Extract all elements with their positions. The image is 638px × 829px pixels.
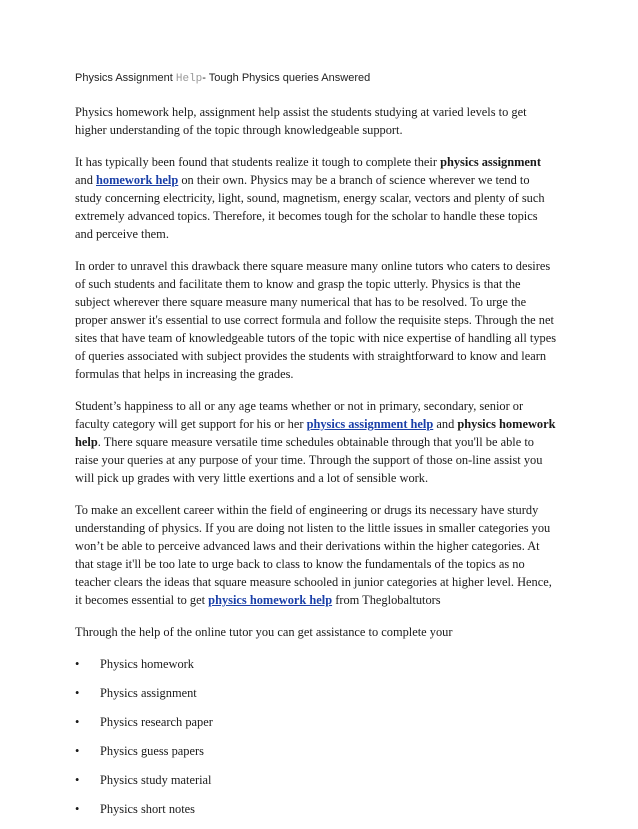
- paragraph-4: [75, 397, 575, 487]
- bullet-icon: •: [75, 802, 80, 816]
- services-bullet-list: [75, 655, 575, 829]
- title-part3: - Tough Physics queries Answered: [202, 72, 371, 84]
- bold-phrase: physics homework: [457, 417, 556, 431]
- text-run: It has typically been found that students realize it tough to complete their: [75, 155, 441, 169]
- list-item: [75, 713, 575, 742]
- list-item: [75, 684, 575, 713]
- paragraph-3: [75, 257, 575, 383]
- text-line: study concerning electricity, light, sound, magnetism, energy scalar, vectors and plenty of such: [75, 191, 545, 205]
- list-item-label: Physics guess papers: [100, 744, 204, 758]
- title-part1: Physics Assignment: [75, 72, 176, 84]
- physics-homework-help-link[interactable]: physics homework help: [208, 593, 333, 607]
- text-run: on their own. Physics may be a branch of science wherever we tend to: [178, 173, 530, 187]
- paragraph-1: [75, 103, 575, 139]
- text-run: . There square measure versatile time schedules obtainable through that you'll be able to: [97, 435, 534, 449]
- text-line: In order to unravel this drawback there square measure many online tutors who caters to desires: [75, 259, 551, 273]
- text-line: [75, 433, 575, 451]
- list-item-label: Physics short notes: [100, 802, 195, 816]
- text-run: from Theglobaltutors: [332, 593, 441, 607]
- document-title: [75, 72, 370, 85]
- bullet-icon: •: [75, 715, 80, 729]
- text-run: faculty category will get support for his or her: [75, 417, 307, 431]
- bold-phrase: help: [75, 435, 98, 449]
- bullet-icon: •: [75, 686, 80, 700]
- text-line: [75, 591, 575, 609]
- list-item: [75, 655, 575, 684]
- list-item: [75, 771, 575, 800]
- text-run: and: [433, 417, 458, 431]
- list-item-label: Physics research paper: [100, 715, 213, 729]
- bullet-icon: •: [75, 744, 80, 758]
- bullet-icon: •: [75, 657, 80, 671]
- text-line: formulas that helps in increasing the grades.: [75, 367, 294, 381]
- homework-help-link[interactable]: homework help: [96, 173, 179, 187]
- text-line: Student’s happiness to all or any age teams whether or not in primary, secondary, senior or: [75, 399, 524, 413]
- text-line: of queries associated with subject provides the students with straightforward to know and learn: [75, 349, 547, 363]
- list-item: [75, 742, 575, 771]
- paragraph-2: [75, 153, 575, 243]
- list-item-label: Physics assignment: [100, 686, 197, 700]
- text-line: Through the help of the online tutor you can get assistance to complete your: [75, 625, 453, 639]
- document-body: [75, 103, 575, 829]
- bullet-icon: •: [75, 773, 80, 787]
- paragraph-5: [75, 501, 575, 609]
- text-line: subject wherever there square measure many numerical that has to be resolved. To urge the: [75, 295, 527, 309]
- list-item-label: Physics homework: [100, 657, 194, 671]
- list-item: [75, 800, 575, 829]
- bold-phrase: physics assignment: [440, 155, 541, 169]
- text-line: of such students and facilitate them to know and grasp the topic utterly. Physics is that the: [75, 277, 521, 291]
- text-run: it becomes essential to get: [75, 593, 209, 607]
- text-line: that stage it'll be too late to urge back to class to know the fundamentals of the topics as no: [75, 557, 525, 571]
- text-line: [75, 171, 575, 189]
- text-line: higher understanding of the topic through knowledgeable support.: [75, 123, 403, 137]
- text-line: [75, 415, 575, 433]
- text-line: won’t be able to perceive advanced laws and their derivations within the higher categories. At: [75, 539, 540, 553]
- physics-assignment-help-link[interactable]: physics assignment help: [306, 417, 434, 431]
- text-line: extremely advanced topics. Therefore, it becomes tough for the scholar to handle these topics: [75, 209, 538, 223]
- text-line: will pick up grades with very little exertions and a lot of sensible work.: [75, 471, 429, 485]
- text-line: Physics homework help, assignment help assist the students studying at varied levels to get: [75, 105, 527, 119]
- text-line: [75, 153, 575, 171]
- text-line: proper answer it's essential to use correct formula and follow the requisite steps. Through the net: [75, 313, 554, 327]
- text-run: and: [75, 173, 96, 187]
- text-line: and perceive them.: [75, 227, 169, 241]
- text-line: To make an excellent career within the field of engineering or drugs its necessary have sturdy: [75, 503, 539, 517]
- title-part2: Help: [175, 73, 203, 85]
- paragraph-6: [75, 623, 575, 641]
- list-item-label: Physics study material: [100, 773, 212, 787]
- text-line: sites that have team of knowledgeable tutors of the topic with nice expertise of handling all types: [75, 331, 557, 345]
- text-line: teacher clears the ideas that square measure schooled in junior categories at higher level. Hence,: [75, 575, 552, 589]
- text-line: raise your queries at any purpose of your time. Through the support of those on-line assist you: [75, 453, 543, 467]
- text-line: understanding of physics. If you are doing not listen to the little issues in smaller categories you: [75, 521, 551, 535]
